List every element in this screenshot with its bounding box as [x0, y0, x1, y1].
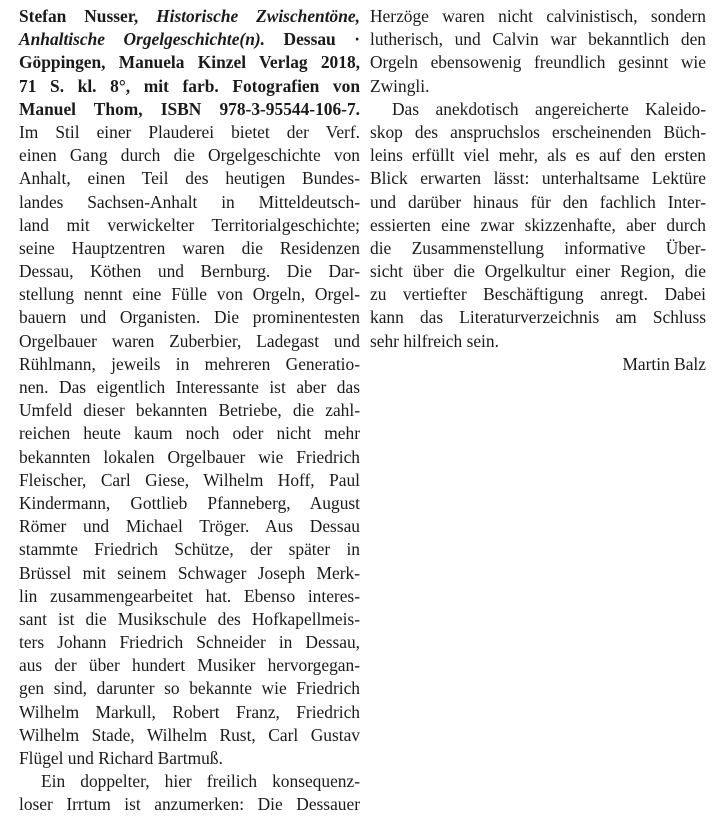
- text-line: lutherisch, und Calvin war bekanntlich den: [370, 29, 706, 50]
- citation-text: 71 S. kl. 8°, mit farb. Fotografien von: [19, 75, 360, 96]
- text-line: Wilhelm Markull, Robert Franz, Friedrich: [19, 701, 360, 722]
- left-column: [19, 5, 360, 817]
- citation-text: Dessau ·: [265, 29, 360, 50]
- text-line: sicht über die Orgelkultur einer Region, die: [370, 261, 706, 282]
- text-line: essierten eine zwar skizzenhafte, aber durch: [370, 214, 706, 235]
- right-column: [370, 5, 706, 376]
- text-line: stellung nennt eine Fülle von Orgeln, Orgel-: [19, 284, 360, 305]
- citation-line: [19, 75, 360, 98]
- text-line: stammte Friedrich Schütze, der später in: [19, 539, 360, 560]
- text-line: loser Irrtum ist anzumerken: Die Dessauer: [19, 794, 360, 815]
- text-line: Dessau, Köthen und Bernburg. Die Dar-: [19, 261, 360, 282]
- text-line: Orgelbauer waren Zuberbier, Ladegast und: [19, 330, 360, 351]
- text-line: ters Johann Friedrich Schneider in Dessau,: [19, 632, 360, 653]
- text-line: und darüber hinaus für den fachlich Inter-: [370, 191, 706, 212]
- text-line: Flügel und Richard Bartmuß.: [19, 748, 223, 768]
- text-line: sehr hilfreich sein.: [370, 330, 499, 351]
- text-line: einen Gang durch die Orgelgeschichte von: [19, 145, 360, 166]
- text-line: Herzöge waren nicht calvinistisch, sondern: [370, 6, 706, 26]
- citation-text: Göppingen, Manuela Kinzel Verlag 2018,: [19, 52, 360, 73]
- text-line: Anhalt, einen Teil des heutigen Bundes-: [19, 168, 360, 189]
- text-line: gen sind, darunter so bekannte wie Friedrich: [19, 678, 360, 699]
- text-line: landes Sachsen-Anhalt in Mitteldeutsch-: [19, 191, 360, 212]
- text-line: seine Hauptzentren waren die Residenzen: [19, 237, 360, 258]
- text-line: Zwingli.: [370, 75, 430, 96]
- text-line: skop des anspruchslos erscheinenden Büch-: [370, 121, 706, 142]
- text-line: Ein doppelter, hier freilich konsequenz-: [41, 771, 360, 792]
- text-line: nen. Das eigentlich Interessante ist aber das: [19, 377, 360, 397]
- text-line: kann das Literaturverzeichnis am Schluss: [370, 307, 706, 328]
- text-line: sant ist die Musikschule des Hofkapellmeis-: [19, 608, 360, 629]
- text-line: Brüssel mit seinem Schwager Joseph Merk-: [19, 562, 360, 583]
- text-line: leins erfüllt viel mehr, als es auf den ersten: [370, 145, 706, 166]
- review-text-left: [19, 121, 360, 817]
- book-citation: [19, 5, 360, 121]
- book-title-text: Anhaltische Orgelgeschichte(n).: [19, 29, 266, 50]
- text-line: Orgeln ebensowenig freundlich gesinnt wie: [370, 52, 706, 73]
- text-line: Rühlmann, jeweils in mehreren Generatio-: [19, 353, 360, 374]
- citation-text: Stefan Nusser,: [19, 6, 157, 26]
- citation-line: [19, 28, 360, 51]
- text-line: Fleischer, Carl Giese, Wilhelm Hoff, Paul: [19, 469, 360, 490]
- citation-text: Manuel Thom, ISBN 978-3-95544-106-7.: [19, 98, 360, 119]
- text-line: Das anekdotisch angereicherte Kaleido-: [392, 98, 706, 119]
- review-text-right: [370, 5, 706, 353]
- text-line: Wilhelm Stade, Wilhelm Rust, Carl Gustav: [19, 724, 360, 745]
- text-line: Kindermann, Gottlieb Pfanneberg, August: [19, 492, 360, 513]
- citation-line: [19, 98, 360, 121]
- text-line: die Zusammenstellung informative Über-: [370, 237, 706, 258]
- text-line: Römer und Michael Tröger. Aus Dessau: [19, 516, 360, 537]
- text-line: zu vertiefter Beschäftigung anregt. Dabei: [370, 284, 706, 305]
- text-line: bauern und Organisten. Die prominentesten: [19, 307, 360, 328]
- citation-line: [19, 5, 360, 28]
- citation-line: [19, 51, 360, 74]
- text-line: reichen heute kaum noch oder nicht mehr: [19, 423, 360, 444]
- text-line: Blick erwarten lässt: unterhaltsame Lektüre: [370, 168, 706, 189]
- text-line: lin zusammengearbeitet hat. Ebenso interes-: [19, 585, 360, 606]
- text-line: Umfeld dieser bekannten Betriebe, die zahl-: [19, 400, 360, 421]
- text-line: aus der über hundert Musiker hervorgegan-: [19, 655, 360, 676]
- reviewer-name: Martin Balz: [622, 353, 706, 374]
- text-line: Im Stil einer Plauderei bietet der Verf.: [19, 121, 360, 142]
- book-title-text: Historische Zwischentöne,: [156, 6, 360, 26]
- text-line: bekannten lokalen Orgelbauer wie Friedrich: [19, 446, 360, 467]
- text-line: land mit verwickelter Territorialgeschichte;: [19, 214, 360, 235]
